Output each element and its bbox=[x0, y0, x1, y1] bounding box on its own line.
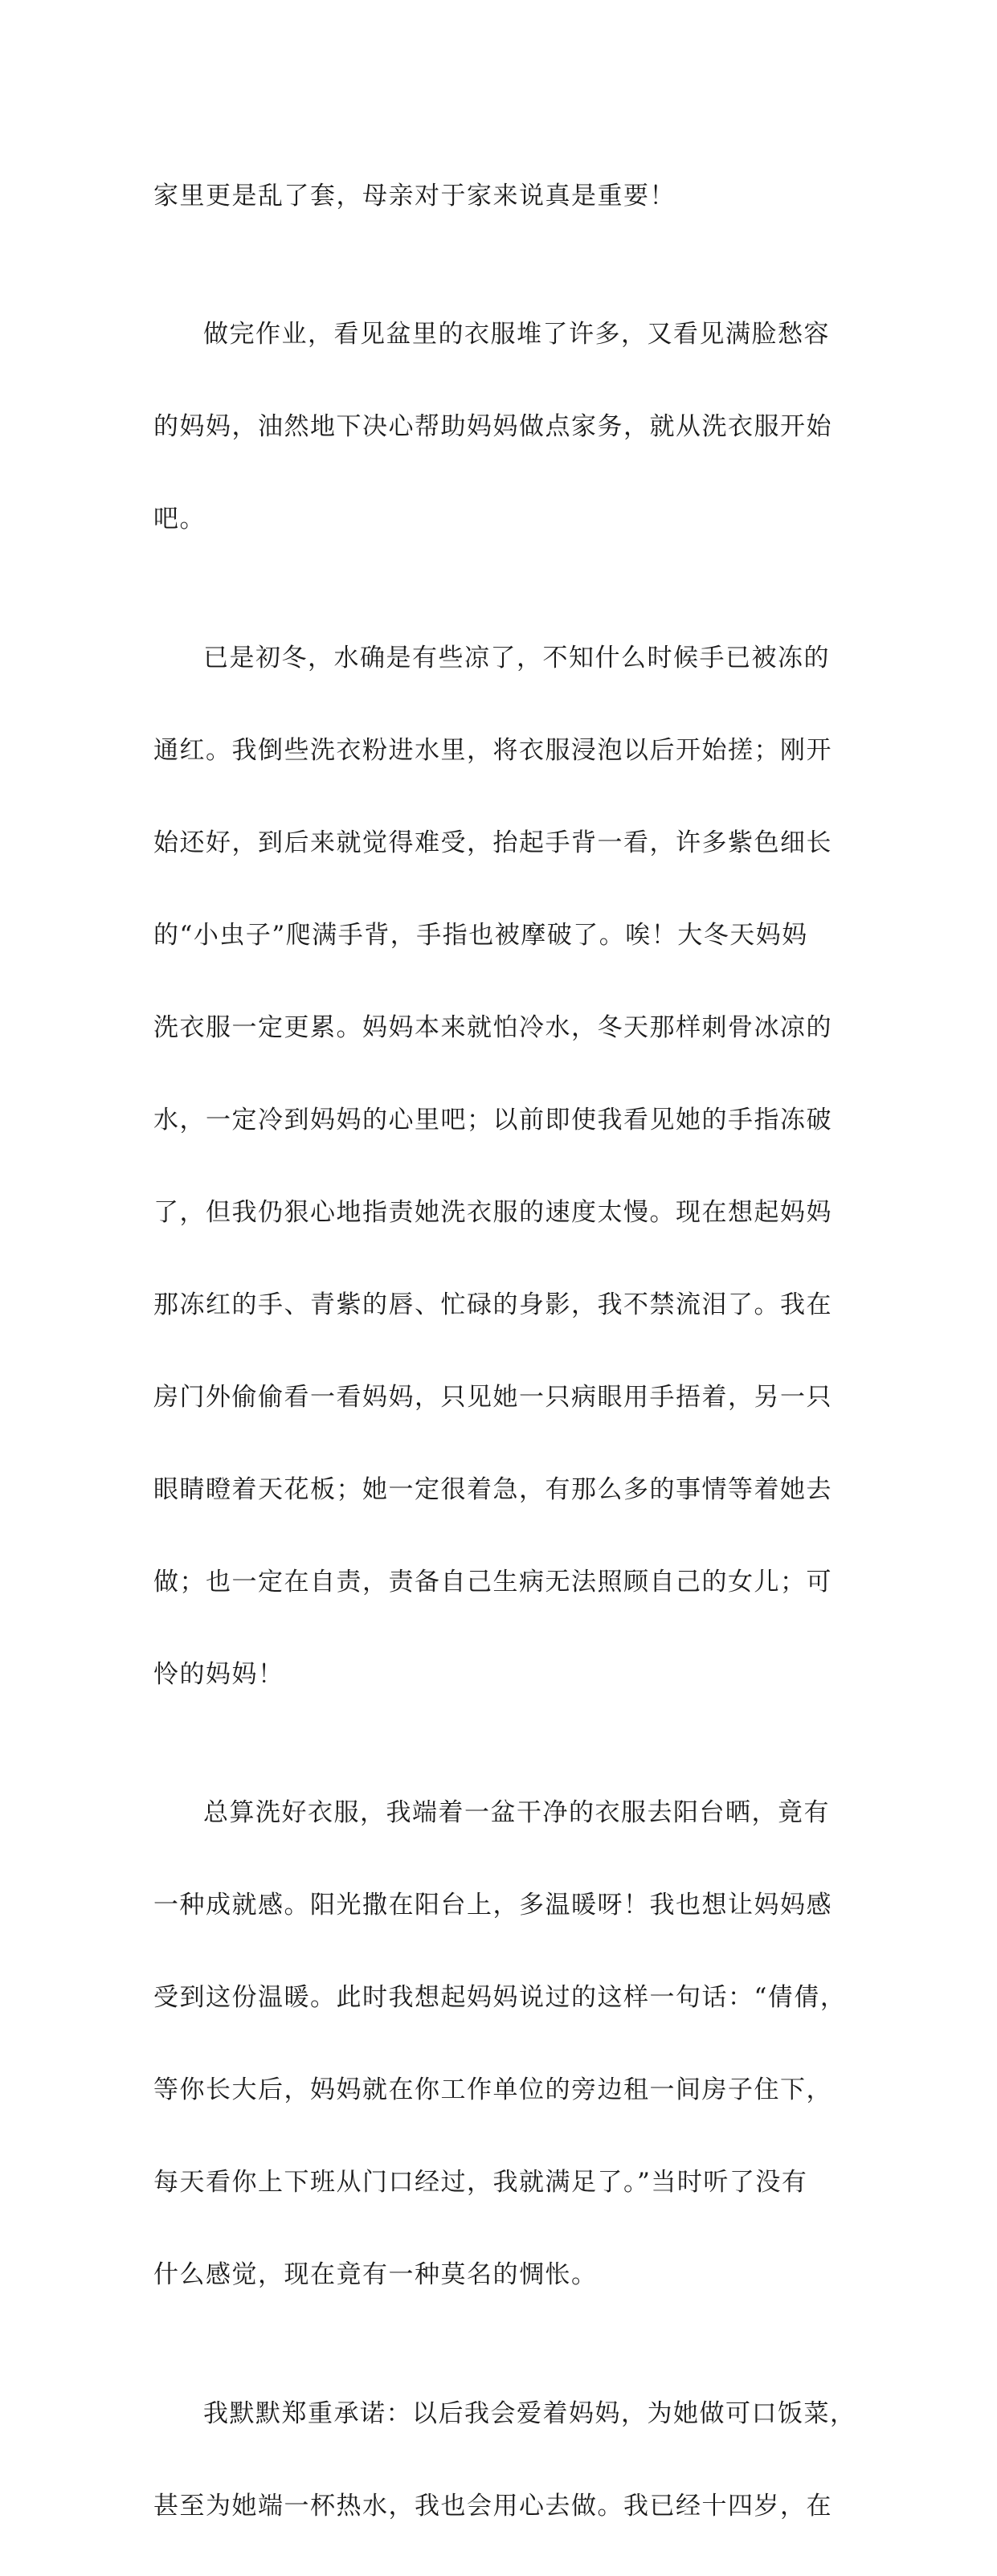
text-line: 房门外偷偷看一看妈妈，只见她一只病眼用手捂着，另一只 bbox=[153, 1382, 832, 1412]
paragraph-3 bbox=[153, 589, 852, 1744]
paragraph-1 bbox=[153, 127, 852, 266]
text-line: 已是初冬，水确是有些凉了，不知什么时候手已被冻的 bbox=[203, 643, 830, 673]
text-line: 家里更是乱了套，母亲对于家来说真是重要！ bbox=[153, 181, 676, 211]
text-line: 的“小虫子”爬满手背，手指也被摩破了。唉！大冬天妈妈 bbox=[153, 920, 808, 950]
text-line: 洗衣服一定更累。妈妈本来就怕冷水，冬天那样刺骨冰凉的 bbox=[153, 1012, 832, 1042]
text-line: 一种成就感。阳光撒在阳台上，多温暖呀！我也想让妈妈感 bbox=[153, 1891, 832, 1920]
paragraph-4 bbox=[153, 1744, 852, 2345]
text-line: 眼睛瞪着天花板；她一定很着急，有那么多的事情等着她去 bbox=[153, 1474, 832, 1504]
text-line: 受到这份温暖。此时我想起妈妈说过的这样一句话：“倩倩， bbox=[153, 1983, 847, 2012]
text-line: 我默默郑重承诺：以后我会爱着妈妈，为她做可口饭菜， bbox=[203, 2398, 856, 2428]
paragraph-2 bbox=[153, 266, 852, 590]
text-line: 怜的妈妈！ bbox=[153, 1659, 284, 1689]
text-line: 甚至为她端一杯热水，我也会用心去做。我已经十四岁，在 bbox=[153, 2491, 832, 2521]
text-line: 总算洗好衣服，我端着一盆干净的衣服去阳台晒，竟有 bbox=[203, 1798, 830, 1827]
text-line: 始还好，到后来就觉得难受，抬起手背一看，许多紫色细长 bbox=[153, 828, 832, 857]
text-line: 等你长大后，妈妈就在你工作单位的旁边租一间房子住下， bbox=[153, 2075, 832, 2104]
text-line: 了，但我仍狠心地指责她洗衣服的速度太慢。现在想起妈妈 bbox=[153, 1197, 832, 1227]
text-line: 那冻红的手、青紫的唇、忙碌的身影，我不禁流泪了。我在 bbox=[153, 1290, 832, 1319]
document-body bbox=[153, 127, 856, 2576]
text-line: 吧。 bbox=[153, 505, 206, 534]
text-line: 做；也一定在自责，责备自己生病无法照顾自己的女儿；可 bbox=[153, 1567, 832, 1597]
text-line: 水，一定冷到妈妈的心里吧；以前即使我看见她的手指冻破 bbox=[153, 1105, 832, 1135]
text-line: 什么感觉，现在竟有一种莫名的惆怅。 bbox=[153, 2260, 598, 2289]
text-line: 做完作业，看见盆里的衣服堆了许多，又看见满脸愁容 bbox=[203, 320, 830, 349]
paragraph-5 bbox=[153, 2345, 856, 2576]
text-line: 每天看你上下班从门口经过，我就满足了。”当时听了没有 bbox=[153, 2168, 808, 2197]
text-line: 通红。我倒些洗衣粉进水里，将衣服浸泡以后开始搓；刚开 bbox=[153, 735, 832, 765]
text-line: 的妈妈，油然地下决心帮助妈妈做点家务，就从洗衣服开始 bbox=[153, 412, 832, 441]
